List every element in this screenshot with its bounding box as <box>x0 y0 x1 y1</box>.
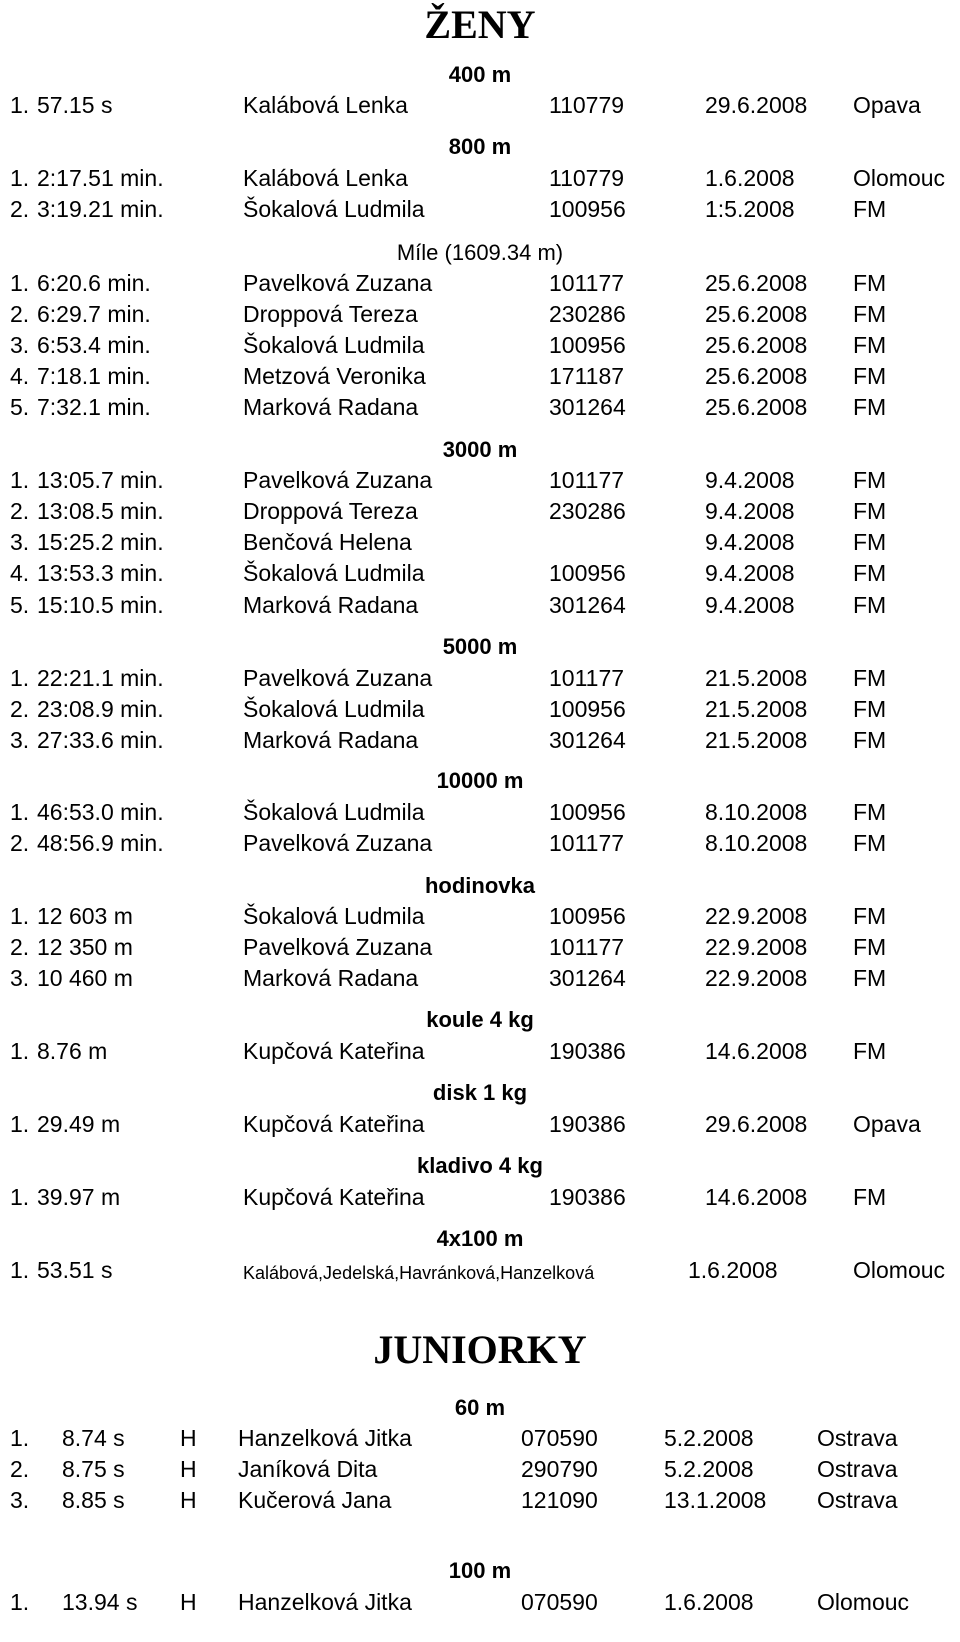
performance: 7:32.1 min. <box>37 394 151 420</box>
performance: 7:18.1 min. <box>37 363 151 389</box>
date: 14.6.2008 <box>705 1038 808 1064</box>
date: 9.4.2008 <box>705 467 795 493</box>
performance: 3:19.21 min. <box>37 196 164 222</box>
venue: FM <box>853 363 887 389</box>
rank: 1. <box>10 1184 30 1210</box>
athlete-id: 100956 <box>549 799 626 825</box>
performance: 12 350 m <box>37 934 133 960</box>
rank: 3. <box>10 332 30 358</box>
section-title-zeny: ŽENY <box>424 2 536 47</box>
athlete-name: Metzová Veronika <box>243 363 426 389</box>
venue: FM <box>853 592 887 618</box>
athlete-name: Šokalová Ludmila <box>243 332 425 358</box>
athlete-name: Šokalová Ludmila <box>243 696 425 722</box>
athlete-id: 301264 <box>549 592 626 618</box>
rank: 5. <box>10 394 30 420</box>
event-title: hodinovka <box>424 873 535 898</box>
athlete-id: 230286 <box>549 498 626 524</box>
performance: 12 603 m <box>37 903 133 929</box>
athlete-id: 110779 <box>549 92 625 118</box>
date: 22.9.2008 <box>705 903 808 929</box>
date: 21.5.2008 <box>705 665 808 691</box>
athlete-name: Marková Radana <box>243 727 419 753</box>
athlete-id: 190386 <box>549 1038 626 1064</box>
athlete-name: Kalábová Lenka <box>243 165 408 191</box>
performance: 22:21.1 min. <box>37 665 164 691</box>
event-title: 4x100 m <box>436 1226 524 1251</box>
date: 14.6.2008 <box>705 1184 808 1210</box>
venue: Ostrava <box>817 1487 898 1513</box>
athlete-id: 121090 <box>521 1487 598 1513</box>
athlete-name: Pavelková Zuzana <box>243 665 433 691</box>
rank: 1. <box>10 1257 30 1283</box>
athlete-name: Kupčová Kateřina <box>243 1184 425 1210</box>
date: 9.4.2008 <box>705 498 795 524</box>
rank: 3. <box>10 965 30 991</box>
date: 25.6.2008 <box>705 301 808 327</box>
venue: Ostrava <box>817 1456 898 1482</box>
event-title: 100 m <box>448 1558 512 1583</box>
category: H <box>180 1425 197 1451</box>
venue: FM <box>853 665 887 691</box>
date: 9.4.2008 <box>705 592 795 618</box>
rank: 1. <box>10 270 30 296</box>
rank: 1. <box>10 665 30 691</box>
rank: 1. <box>10 799 30 825</box>
venue: Ostrava <box>817 1425 898 1451</box>
date: 25.6.2008 <box>705 270 808 296</box>
table-row <box>0 528 960 556</box>
performance: 6:20.6 min. <box>37 270 151 296</box>
venue: FM <box>853 903 887 929</box>
performance: 8.74 s <box>62 1425 125 1451</box>
performance: 13:05.7 min. <box>37 467 164 493</box>
athlete-name: Droppová Tereza <box>243 301 418 327</box>
event-title: 60 m <box>454 1395 506 1420</box>
table-row <box>0 664 960 692</box>
athlete-name: Šokalová Ludmila <box>243 560 425 586</box>
performance: 6:29.7 min. <box>37 301 151 327</box>
table-row <box>0 591 960 619</box>
venue: FM <box>853 1038 887 1064</box>
table-row <box>0 726 960 754</box>
date: 25.6.2008 <box>705 394 808 420</box>
athlete-id: 100956 <box>549 560 626 586</box>
table-row <box>0 1183 960 1211</box>
athlete-name: Hanzelková Jitka <box>238 1589 412 1615</box>
athlete-name: Šokalová Ludmila <box>243 799 425 825</box>
table-row <box>0 269 960 297</box>
category: H <box>180 1487 197 1513</box>
table-row <box>0 798 960 826</box>
table-row <box>0 695 960 723</box>
rank: 4. <box>10 560 30 586</box>
date: 22.9.2008 <box>705 934 808 960</box>
performance: 13.94 s <box>62 1589 138 1615</box>
athlete-id: 100956 <box>549 332 626 358</box>
performance: 2:17.51 min. <box>37 165 164 191</box>
venue: FM <box>853 332 887 358</box>
rank: 2. <box>10 934 30 960</box>
date: 5.2.2008 <box>664 1456 754 1482</box>
rank: 1. <box>10 1589 30 1615</box>
venue: Olomouc <box>853 1257 946 1283</box>
athlete-id: 190386 <box>549 1111 626 1137</box>
venue: Opava <box>853 92 921 118</box>
venue: FM <box>853 529 887 555</box>
performance: 48:56.9 min. <box>37 830 164 856</box>
event-title: 3000 m <box>442 437 518 462</box>
event-title: koule 4 kg <box>426 1007 534 1032</box>
table-row <box>0 902 960 930</box>
rank: 5. <box>10 592 30 618</box>
athlete-id: 230286 <box>549 301 626 327</box>
table-row <box>0 1588 960 1616</box>
table-row <box>0 1486 960 1514</box>
athlete-name: Pavelková Zuzana <box>243 467 433 493</box>
rank: 2. <box>10 301 30 327</box>
table-row <box>0 559 960 587</box>
performance: 6:53.4 min. <box>37 332 151 358</box>
table-row <box>0 466 960 494</box>
athlete-name: Janíková Dita <box>238 1456 378 1482</box>
rank: 4. <box>10 363 30 389</box>
rank: 1. <box>10 903 30 929</box>
athlete-id: 100956 <box>549 903 626 929</box>
table-row <box>0 964 960 992</box>
relay-team-names: Kalábová,Jedelská,Havránková,Hanzelková <box>243 1263 595 1283</box>
table-row <box>0 195 960 223</box>
table-row <box>0 1110 960 1138</box>
table-row <box>0 393 960 421</box>
table-row <box>0 1256 960 1284</box>
athlete-id: 301264 <box>549 727 626 753</box>
table-row <box>0 300 960 328</box>
date: 8.10.2008 <box>705 799 808 825</box>
performance: 39.97 m <box>37 1184 121 1210</box>
athlete-id: 101177 <box>549 270 625 296</box>
venue: FM <box>853 965 887 991</box>
athlete-name: Benčová Helena <box>243 529 412 555</box>
date: 13.1.2008 <box>664 1487 767 1513</box>
athlete-id: 171187 <box>549 363 625 389</box>
performance: 57.15 s <box>37 92 113 118</box>
performance: 13:08.5 min. <box>37 498 164 524</box>
venue: FM <box>853 934 887 960</box>
table-row <box>0 91 960 119</box>
date: 9.4.2008 <box>705 529 795 555</box>
athlete-id: 110779 <box>549 165 625 191</box>
athlete-id: 100956 <box>549 696 626 722</box>
venue: Olomouc <box>817 1589 910 1615</box>
athlete-name: Hanzelková Jitka <box>238 1425 412 1451</box>
event-title: 800 m <box>448 134 512 159</box>
athlete-id: 101177 <box>549 467 625 493</box>
event-title: Míle (1609.34 m) <box>396 240 564 265</box>
date: 21.5.2008 <box>705 696 808 722</box>
table-row <box>0 497 960 525</box>
venue: FM <box>853 196 887 222</box>
venue: FM <box>853 830 887 856</box>
performance: 15:25.2 min. <box>37 529 164 555</box>
date: 1.6.2008 <box>664 1589 754 1615</box>
athlete-name: Pavelková Zuzana <box>243 270 433 296</box>
date: 29.6.2008 <box>705 92 808 118</box>
category: H <box>180 1589 197 1615</box>
rank: 2. <box>10 696 30 722</box>
performance: 29.49 m <box>37 1111 121 1137</box>
table-row <box>0 1455 960 1483</box>
athlete-name: Marková Radana <box>243 592 419 618</box>
performance: 8.75 s <box>62 1456 125 1482</box>
athlete-id: 301264 <box>549 394 626 420</box>
table-row <box>0 829 960 857</box>
rank: 3. <box>10 1487 30 1513</box>
table-row <box>0 933 960 961</box>
event-title: disk 1 kg <box>432 1080 528 1105</box>
athlete-name: Šokalová Ludmila <box>243 196 425 222</box>
venue: FM <box>853 560 887 586</box>
rank: 3. <box>10 727 30 753</box>
venue: FM <box>853 270 887 296</box>
athlete-name: Droppová Tereza <box>243 498 418 524</box>
table-row <box>0 362 960 390</box>
rank: 1. <box>10 1425 30 1451</box>
athlete-name: Marková Radana <box>243 965 419 991</box>
venue: Olomouc <box>853 165 946 191</box>
venue: FM <box>853 799 887 825</box>
athlete-name: Kupčová Kateřina <box>243 1038 425 1064</box>
date: 22.9.2008 <box>705 965 808 991</box>
rank: 2. <box>10 830 30 856</box>
performance: 8.76 m <box>37 1038 108 1064</box>
performance: 8.85 s <box>62 1487 125 1513</box>
rank: 1. <box>10 1038 30 1064</box>
performance: 10 460 m <box>37 965 133 991</box>
category: H <box>180 1456 197 1482</box>
event-title: 10000 m <box>436 768 524 793</box>
date: 29.6.2008 <box>705 1111 808 1137</box>
venue: FM <box>853 696 887 722</box>
athlete-id: 070590 <box>521 1425 598 1451</box>
athlete-name: Pavelková Zuzana <box>243 934 433 960</box>
athlete-name: Kupčová Kateřina <box>243 1111 425 1137</box>
rank: 2. <box>10 196 30 222</box>
table-row <box>0 1424 960 1452</box>
athlete-name: Marková Radana <box>243 394 419 420</box>
athlete-id: 101177 <box>549 665 625 691</box>
table-row <box>0 331 960 359</box>
date: 8.10.2008 <box>705 830 808 856</box>
rank: 1. <box>10 92 30 118</box>
athlete-id: 101177 <box>549 934 625 960</box>
rank: 2. <box>10 498 30 524</box>
event-title: 400 m <box>448 62 512 87</box>
event-title: kladivo 4 kg <box>417 1153 543 1178</box>
section-title-juniorky: JUNIORKY <box>373 1327 587 1372</box>
athlete-id: 190386 <box>549 1184 626 1210</box>
rank: 3. <box>10 529 30 555</box>
date: 1.6.2008 <box>705 165 795 191</box>
venue: FM <box>853 727 887 753</box>
date: 25.6.2008 <box>705 363 808 389</box>
date: 25.6.2008 <box>705 332 808 358</box>
rank: 1. <box>10 165 30 191</box>
venue: FM <box>853 498 887 524</box>
athlete-name: Kučerová Jana <box>238 1487 392 1513</box>
venue: FM <box>853 467 887 493</box>
table-row <box>0 164 960 192</box>
venue: FM <box>853 301 887 327</box>
athlete-id: 100956 <box>549 196 626 222</box>
rank: 1. <box>10 467 30 493</box>
athlete-name: Pavelková Zuzana <box>243 830 433 856</box>
performance: 23:08.9 min. <box>37 696 164 722</box>
rank: 1. <box>10 1111 30 1137</box>
athlete-id: 290790 <box>521 1456 598 1482</box>
rank: 2. <box>10 1456 30 1482</box>
venue: FM <box>853 394 887 420</box>
date: 21.5.2008 <box>705 727 808 753</box>
athlete-name: Šokalová Ludmila <box>243 903 425 929</box>
date: 1:5.2008 <box>705 196 795 222</box>
venue: Opava <box>853 1111 921 1137</box>
athlete-id: 101177 <box>549 830 625 856</box>
performance: 46:53.0 min. <box>37 799 164 825</box>
date: 1.6.2008 <box>688 1257 778 1283</box>
date: 5.2.2008 <box>664 1425 754 1451</box>
athlete-name: Kalábová Lenka <box>243 92 408 118</box>
performance: 15:10.5 min. <box>37 592 164 618</box>
performance: 27:33.6 min. <box>37 727 164 753</box>
performance: 53.51 s <box>37 1257 113 1283</box>
event-title: 5000 m <box>442 634 518 659</box>
date: 9.4.2008 <box>705 560 795 586</box>
athlete-id: 301264 <box>549 965 626 991</box>
table-row <box>0 1037 960 1065</box>
venue: FM <box>853 1184 887 1210</box>
athlete-id: 070590 <box>521 1589 598 1615</box>
performance: 13:53.3 min. <box>37 560 164 586</box>
